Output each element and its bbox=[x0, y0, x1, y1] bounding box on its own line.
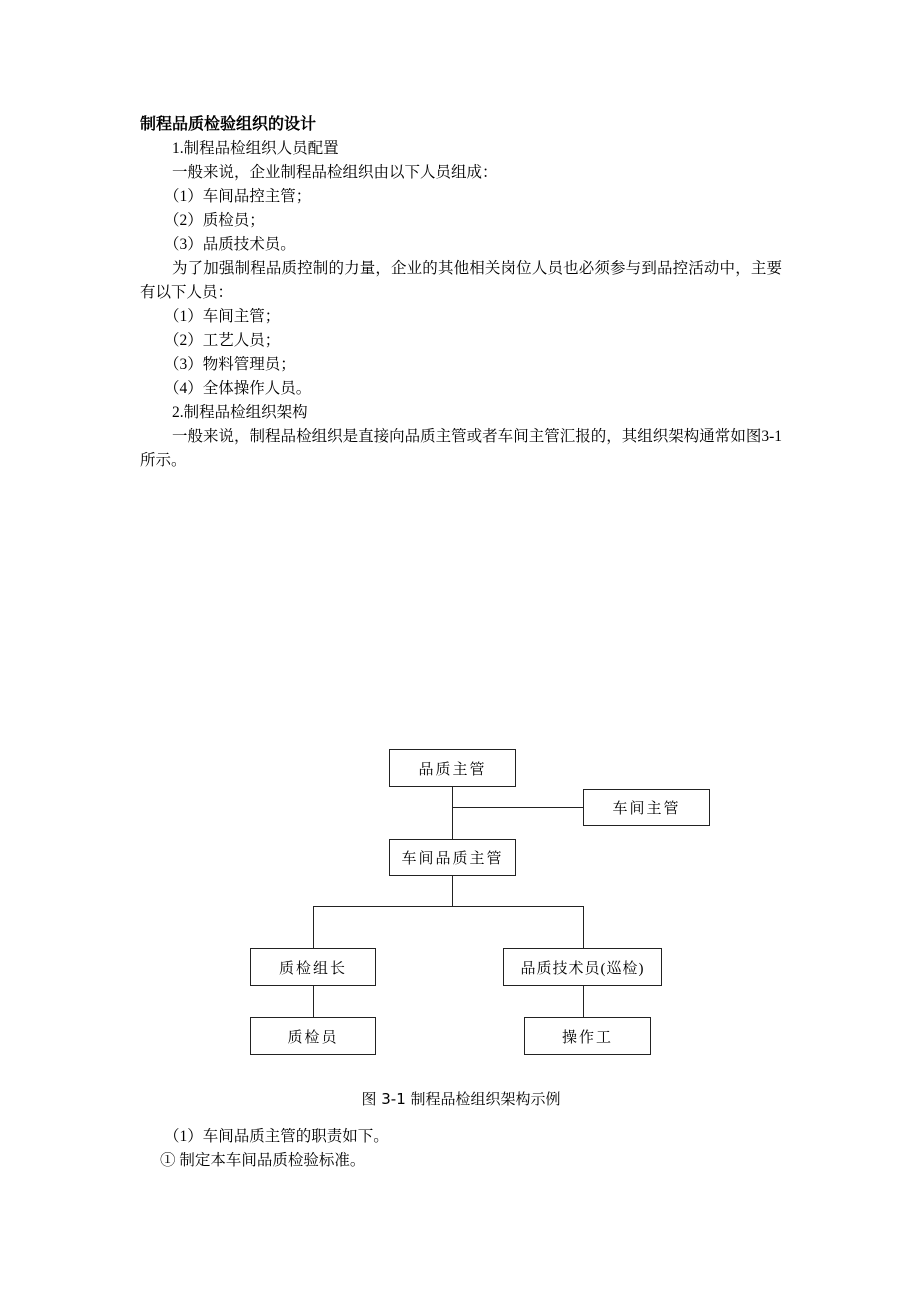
list-item: （2）质检员； bbox=[164, 212, 265, 229]
connector-line bbox=[583, 985, 584, 1017]
other-staff-paragraph: 为了加强制程品质控制的力量，企业的其他相关岗位人员也必须参与到品控活动中，主要有以下人员： bbox=[140, 260, 782, 301]
list-item: （3）品质技术员。 bbox=[164, 236, 296, 253]
list-item: （1）车间主管； bbox=[164, 308, 281, 325]
node-workshop-quality-manager: 车间品质主管 bbox=[389, 839, 516, 876]
list-item: （1）车间品控主管； bbox=[164, 188, 312, 205]
connector-line bbox=[583, 906, 584, 948]
figure-caption: 图 3-1 制程品检组织架构示例 bbox=[361, 1090, 561, 1108]
structure-paragraph: 一般来说，制程品检组织是直接向品质主管或者车间主管汇报的，其组织架构通常如图3-1 所示。 bbox=[140, 428, 782, 469]
connector-line bbox=[452, 786, 453, 839]
node-qc-team-leader: 质检组长 bbox=[250, 948, 376, 986]
list-item: （4）全体操作人员。 bbox=[164, 380, 312, 397]
node-workshop-manager: 车间主管 bbox=[583, 789, 710, 826]
connector-line bbox=[313, 906, 584, 907]
duties-heading: （1）车间品质主管的职责如下。 bbox=[164, 1128, 389, 1145]
list-item: （2）工艺人员； bbox=[164, 332, 281, 349]
node-quality-manager: 品质主管 bbox=[389, 749, 516, 787]
connector-line bbox=[452, 875, 453, 907]
list-item: （3）物料管理员； bbox=[164, 356, 296, 373]
connector-line bbox=[313, 985, 314, 1017]
connector-line bbox=[313, 906, 314, 948]
heading-staffing: 1.制程品检组织人员配置 bbox=[172, 140, 339, 157]
node-inspector: 质检员 bbox=[250, 1017, 376, 1055]
connector-line bbox=[452, 807, 583, 808]
node-quality-technician: 品质技术员(巡检) bbox=[503, 948, 662, 986]
node-operator: 操作工 bbox=[524, 1017, 651, 1055]
section-title: 制程品质检验组织的设计 bbox=[140, 116, 317, 133]
heading-structure: 2.制程品检组织架构 bbox=[172, 404, 308, 421]
intro-paragraph: 一般来说，企业制程品检组织由以下人员组成： bbox=[172, 164, 498, 181]
duty-item: ① 制定本车间品质检验标准。 bbox=[160, 1152, 366, 1169]
